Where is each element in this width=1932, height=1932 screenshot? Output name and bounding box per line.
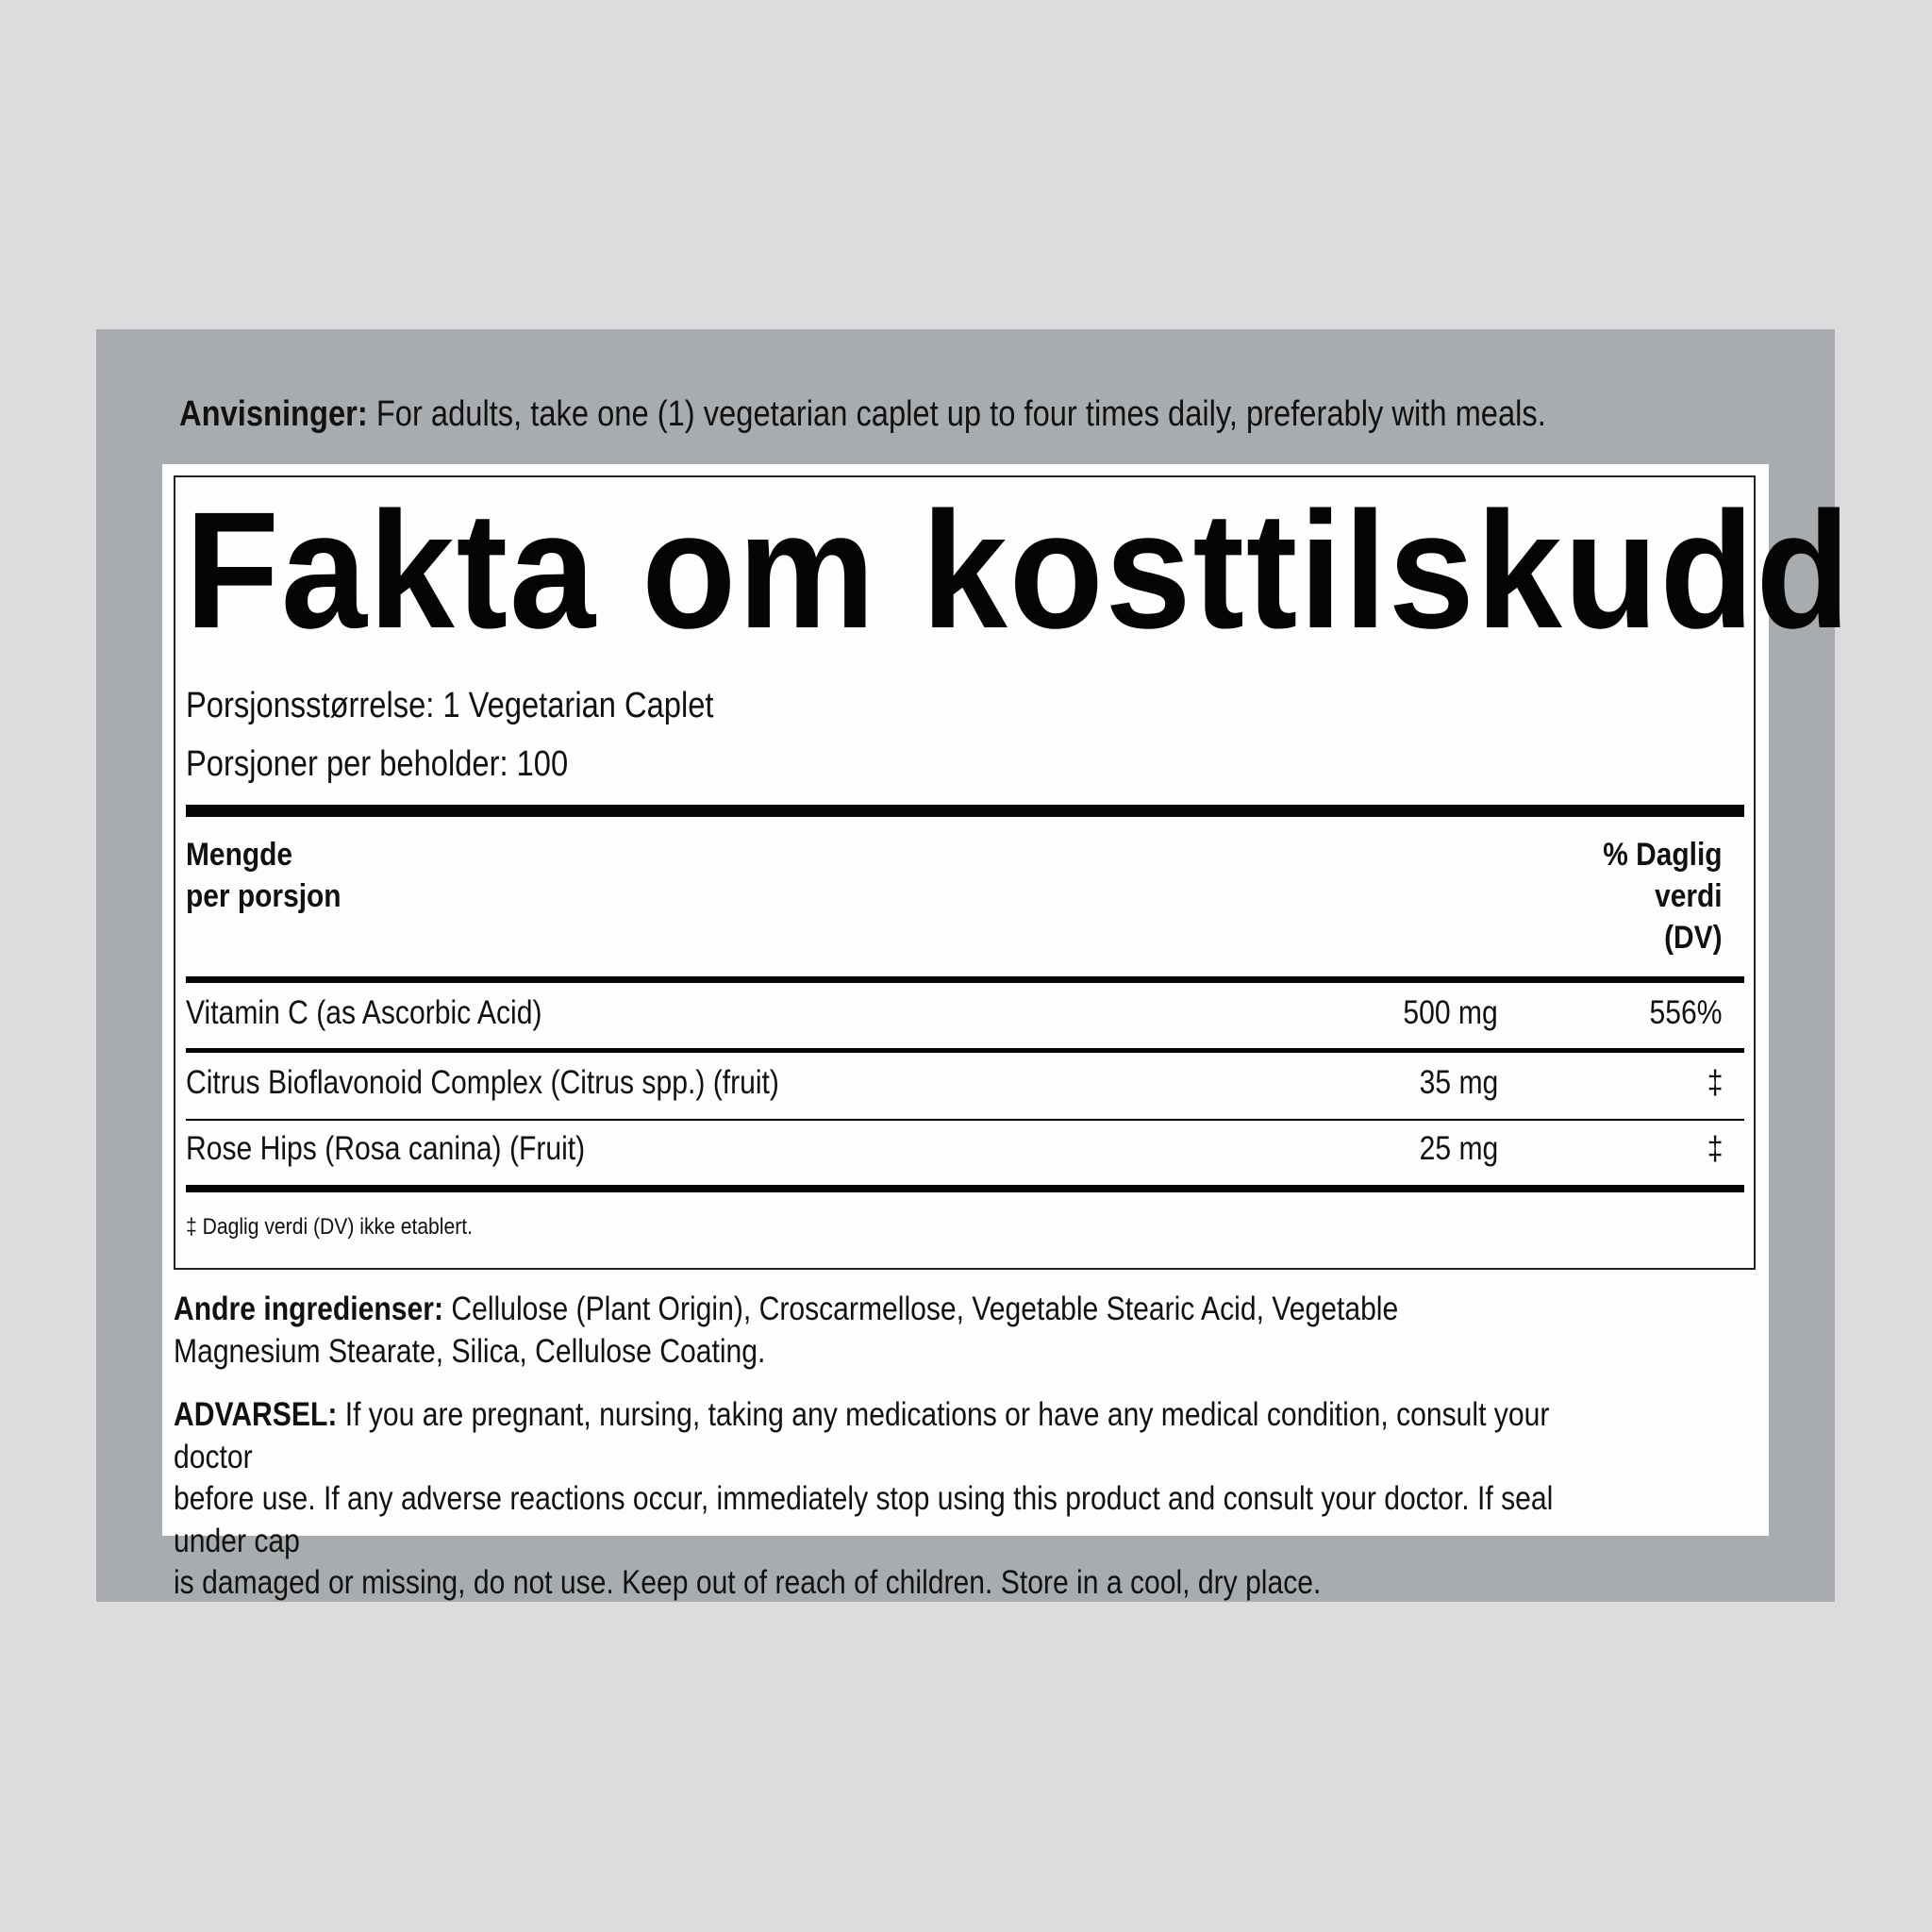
other-ingredients — [174, 1289, 1625, 1373]
thick-divider-top — [186, 805, 1744, 817]
nutrient-dv: ‡ — [1707, 1130, 1723, 1167]
facts-title: Fakta om kosttilskudd — [185, 478, 1853, 663]
nutrient-dv: 556% — [1650, 994, 1723, 1031]
warning — [174, 1394, 1625, 1605]
nutrient-name: Rose Hips (Rosa canina) (Fruit) — [186, 1130, 586, 1167]
directions — [179, 391, 1546, 438]
nutrient-name: Vitamin C (as Ascorbic Acid) — [186, 994, 542, 1031]
other-ingredients-line1: Cellulose (Plant Origin), Croscarmellose, Vegetable Stearic Acid, Vegetable — [443, 1291, 1399, 1327]
medium-divider — [186, 976, 1744, 983]
amount-header-line2: per porsjon — [186, 878, 341, 914]
thick-divider-bottom — [186, 1185, 1744, 1192]
nutrient-amount: 25 mg — [1419, 1130, 1498, 1167]
amount-per-serving-header — [186, 834, 341, 917]
warning-line2: before use. If any adverse reactions occur, immediately stop using this product and consult your doctor. If seal under cap — [174, 1480, 1554, 1559]
directions-label: Anvisninger: — [179, 394, 368, 434]
row-divider — [186, 1048, 1744, 1053]
daily-value-header — [1604, 834, 1723, 958]
nutrient-amount: 35 mg — [1419, 1064, 1498, 1101]
dv-header-line3: (DV) — [1664, 920, 1723, 956]
nutrient-dv: ‡ — [1707, 1064, 1723, 1101]
nutrient-amount: 500 mg — [1403, 994, 1498, 1031]
other-ingredients-line2: Magnesium Stearate, Silica, Cellulose Coating. — [174, 1332, 766, 1370]
other-ingredients-label: Andre ingredienser: — [174, 1291, 444, 1327]
warning-label: ADVARSEL: — [174, 1396, 338, 1433]
servings-per-container: Porsjoner per beholder: 100 — [186, 744, 569, 784]
nutrient-name: Citrus Bioflavonoid Complex (Citrus spp.) (fruit) — [186, 1064, 779, 1101]
warning-line1: If you are pregnant, nursing, taking any medications or have any medical condition, consult your doctor — [174, 1396, 1550, 1475]
dv-header-line2: verdi — [1655, 878, 1723, 914]
dv-header-line1: % Daglig — [1603, 837, 1723, 873]
warning-line3: is damaged or missing, do not use. Keep out of reach of children. Store in a cool, dry place. — [174, 1564, 1322, 1601]
serving-size: Porsjonsstørrelse: 1 Vegetarian Caplet — [186, 686, 714, 725]
dv-footnote: ‡ Daglig verdi (DV) ikke etablert. — [186, 1214, 474, 1240]
row-divider-thin — [186, 1119, 1744, 1121]
directions-text: For adults, take one (1) vegetarian caplet up to four times daily, preferably with meals. — [367, 394, 1546, 434]
amount-header-line1: Mengde — [186, 837, 293, 873]
